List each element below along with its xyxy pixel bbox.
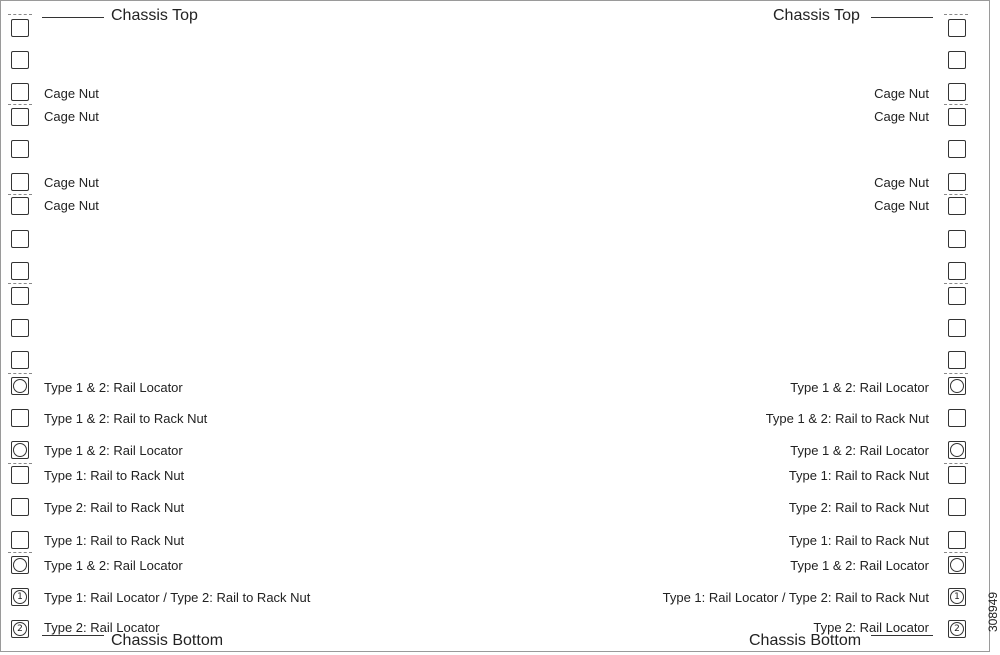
rail-locator-label: Type 1 & 2: Rail Locator [44, 380, 183, 395]
type1-rack-nut-label: Type 1: Rail to Rack Nut [788, 533, 929, 548]
rail-locator-label: Type 1 & 2: Rail Locator [790, 443, 929, 458]
rail-hole [11, 262, 29, 280]
rail-locator-label: Type 1 & 2: Rail Locator [44, 443, 183, 458]
rail-hole [11, 83, 29, 101]
chassis-top-line-left [42, 17, 104, 18]
rail-hole [948, 197, 966, 215]
rail-locator-hole [948, 377, 966, 395]
rack-unit-divider [944, 194, 968, 195]
rail-hole [948, 19, 966, 37]
rail-locator-hole [948, 441, 966, 459]
rail-locator-label: Type 1 & 2: Rail Locator [44, 558, 183, 573]
cage-nut-label: Cage Nut [44, 198, 99, 213]
type-2-marker: 2 [950, 622, 964, 636]
rail-hole [11, 466, 29, 484]
rail-hole [11, 197, 29, 215]
rack-unit-divider [8, 373, 32, 374]
rack-unit-divider [8, 194, 32, 195]
rail-hole [948, 466, 966, 484]
rack-unit-divider [944, 552, 968, 553]
rail-hole [11, 531, 29, 549]
rail-to-rack-nut-label: Type 1 & 2: Rail to Rack Nut [765, 411, 929, 426]
type-1-marker: 1 [13, 590, 27, 604]
cage-nut-label: Cage Nut [874, 86, 929, 101]
rail-hole-type-2 [11, 620, 29, 638]
rail-hole [948, 140, 966, 158]
rail-hole [948, 230, 966, 248]
rack-unit-divider [944, 14, 968, 15]
rail-hole [948, 83, 966, 101]
rail-locator-label: Type 1 & 2: Rail Locator [790, 558, 929, 573]
type2-rack-nut-label: Type 2: Rail to Rack Nut [44, 500, 185, 515]
cage-nut-label: Cage Nut [44, 86, 99, 101]
rack-unit-divider [944, 373, 968, 374]
rack-unit-divider [8, 283, 32, 284]
rack-unit-divider [8, 463, 32, 464]
chassis-top-left: Chassis Top [111, 7, 198, 24]
rail-hole [11, 51, 29, 69]
type1-rack-nut-label: Type 1: Rail to Rack Nut [788, 468, 929, 483]
type1-rack-nut-label: Type 1: Rail to Rack Nut [44, 468, 185, 483]
rail-hole [11, 140, 29, 158]
rail-hole-type-2 [948, 620, 966, 638]
rail-hole [948, 173, 966, 191]
cage-nut-label: Cage Nut [874, 175, 929, 190]
figure-id: 308949 [986, 591, 1000, 632]
type1-locator-type2-nut-label: Type 1: Rail Locator / Type 2: Rail to Rack Nut [662, 590, 929, 605]
rail-hole-type-1 [11, 588, 29, 606]
type1-rack-nut-label: Type 1: Rail to Rack Nut [44, 533, 185, 548]
chassis-top-right: Chassis Top [773, 7, 860, 24]
rail-hole [948, 287, 966, 305]
type-1-marker: 1 [950, 590, 964, 604]
cage-nut-label: Cage Nut [44, 109, 99, 124]
rail-hole [948, 319, 966, 337]
rail-hole [948, 531, 966, 549]
rail-locator-label: Type 1 & 2: Rail Locator [790, 380, 929, 395]
type1-locator-type2-nut-label: Type 1: Rail Locator / Type 2: Rail to Rack Nut [44, 590, 311, 605]
rack-unit-divider [944, 283, 968, 284]
rail-hole [11, 287, 29, 305]
chassis-bottom-left: Chassis Bottom [111, 632, 224, 649]
rail-hole [11, 498, 29, 516]
rail-hole-type-1 [948, 588, 966, 606]
chassis-bottom-right: Chassis Bottom [749, 632, 862, 649]
rack-unit-divider [944, 463, 968, 464]
cage-nut-label: Cage Nut [874, 109, 929, 124]
rail-hole [11, 173, 29, 191]
rail-locator-hole [11, 377, 29, 395]
rail-hole [948, 409, 966, 427]
rail-to-rack-nut-label: Type 1 & 2: Rail to Rack Nut [44, 411, 208, 426]
rail-locator-hole [11, 556, 29, 574]
rail-hole [948, 498, 966, 516]
rail-hole [11, 108, 29, 126]
cage-nut-label: Cage Nut [874, 198, 929, 213]
type-2-marker: 2 [13, 622, 27, 636]
rail-locator-hole [948, 556, 966, 574]
rack-unit-divider [8, 14, 32, 15]
rack-unit-divider [8, 552, 32, 553]
rail-hole [11, 409, 29, 427]
rail-hole [948, 262, 966, 280]
type2-locator-label: Type 2: Rail Locator [44, 620, 160, 635]
rack-unit-divider [944, 104, 968, 105]
rail-hole [948, 108, 966, 126]
rail-hole [11, 319, 29, 337]
rail-hole [11, 19, 29, 37]
chassis-top-line-right [871, 17, 933, 18]
rail-locator-hole [11, 441, 29, 459]
rail-hole [948, 351, 966, 369]
type2-locator-label: Type 2: Rail Locator [813, 620, 929, 635]
rail-hole [11, 351, 29, 369]
type2-rack-nut-label: Type 2: Rail to Rack Nut [788, 500, 929, 515]
rack-unit-divider [8, 104, 32, 105]
rail-hole [11, 230, 29, 248]
rail-hole [948, 51, 966, 69]
cage-nut-label: Cage Nut [44, 175, 99, 190]
